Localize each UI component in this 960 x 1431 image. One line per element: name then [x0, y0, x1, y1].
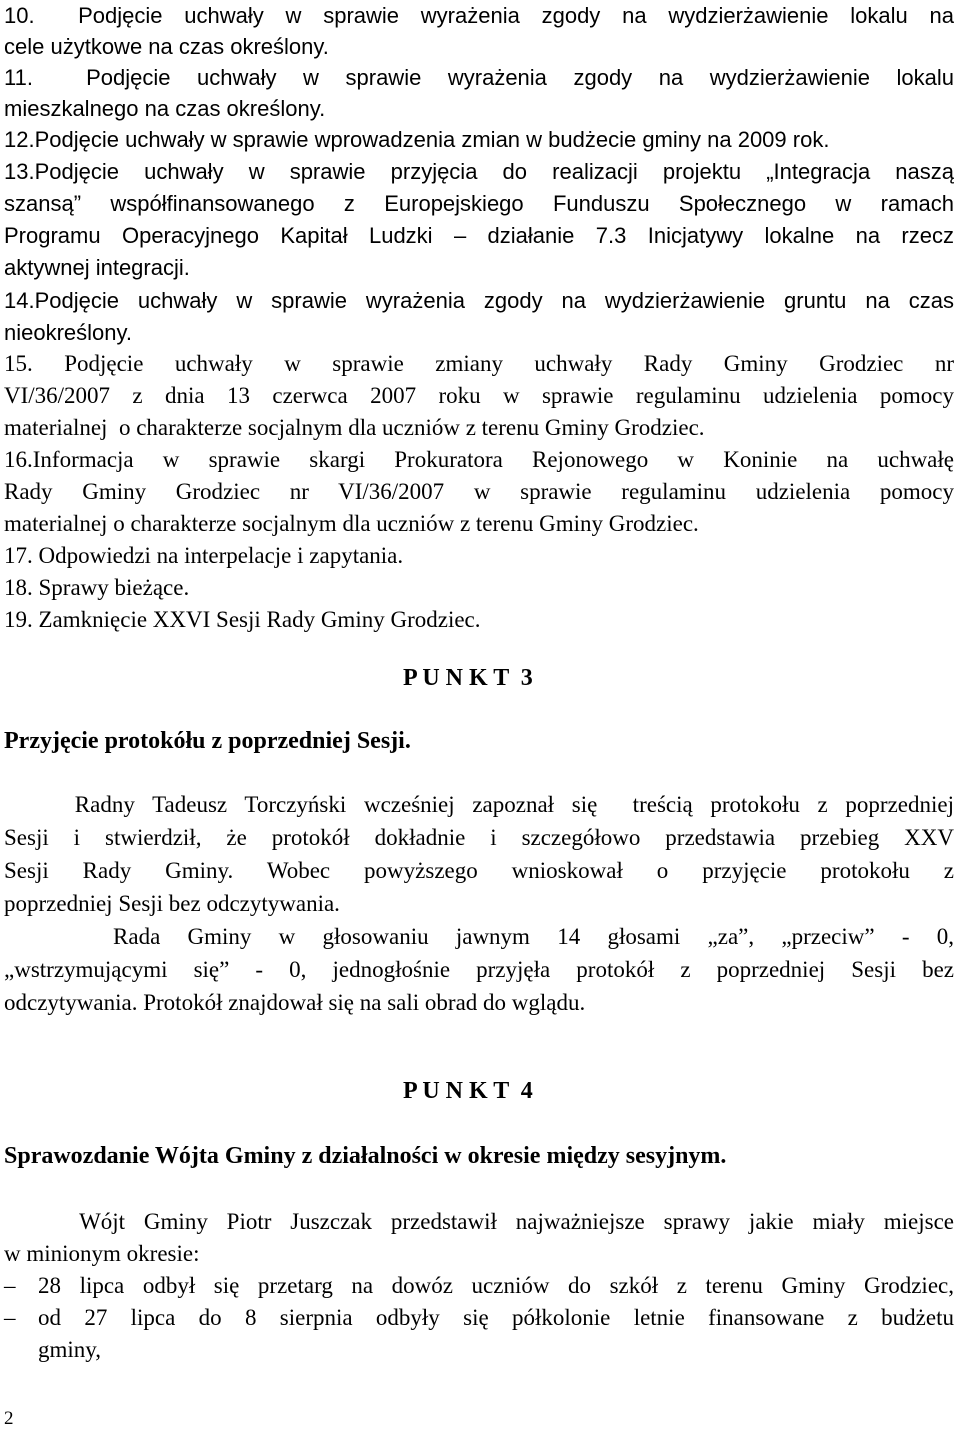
agenda-item-11-line-2: mieszkalnego na czas określony. [4, 96, 326, 121]
paragraph-line: Rada Gminy w głosowaniu jawnym 14 głosami „za”, „przeciw” - 0, [4, 924, 954, 949]
agenda-item-17: 17. Odpowiedzi na interpelacje i zapytania. [4, 543, 404, 568]
agenda-item-14-line-2: nieokreślony. [4, 320, 132, 345]
section-title: Sprawozdanie Wójta Gminy z działalności w okresie między sesyjnym. [4, 1143, 727, 1169]
dash-bullet-icon: – [4, 1273, 16, 1298]
agenda-item-14-line-1: 14.Podjęcie uchwały w sprawie wyrażenia zgody na wydzierżawienie gruntu na czas [4, 288, 954, 313]
agenda-item-12-line-1: 12.Podjęcie uchwały w sprawie wprowadzenia zmian w budżecie gminy na 2009 rok. [4, 127, 830, 152]
agenda-item-13-line-1: 13.Podjęcie uchwały w sprawie przyjęcia do realizacji projektu „Integracja naszą [4, 159, 954, 184]
paragraph-line: Sesji Rady Gminy. Wobec powyższego wnioskował o przyjęcie protokołu z [4, 858, 954, 883]
section-title: Przyjęcie protokółu z poprzedniej Sesji. [4, 728, 411, 754]
agenda-item-11-line-1: 11. Podjęcie uchwały w sprawie wyrażenia zgody na wydzierżawienie lokalu [4, 65, 954, 90]
paragraph-line: Radny Tadeusz Torczyński wcześniej zapoznał się treścią protokołu z poprzedniej [4, 792, 954, 817]
agenda-item-13-line-4: aktywnej integracji. [4, 255, 190, 280]
agenda-item-16-line-3: materialnej o charakterze socjalnym dla uczniów z terenu Gminy Grodziec. [4, 511, 699, 536]
paragraph-line: w minionym okresie: [4, 1241, 200, 1266]
agenda-item-15-line-1: 15. Podjęcie uchwały w sprawie zmiany uchwały Rady Gminy Grodziec nr [4, 351, 954, 376]
agenda-item-16-line-1: 16.Informacja w sprawie skargi Prokuratora Rejonowego w Koninie na uchwałę [4, 447, 954, 472]
paragraph-line: odczytywania. Protokół znajdował się na sali obrad do wglądu. [4, 990, 586, 1015]
bullet-text: od 27 lipca do 8 sierpnia odbyły się półkolonie letnie finansowane z budżetu [38, 1305, 954, 1330]
agenda-item-19: 19. Zamknięcie XXVI Sesji Rady Gminy Grodziec. [4, 607, 481, 632]
section-label: P U N K T 3 [403, 665, 533, 691]
paragraph-line: Wójt Gminy Piotr Juszczak przedstawił najważniejsze sprawy jakie miały miejsce [4, 1209, 954, 1234]
agenda-item-13-line-3: Programu Operacyjnego Kapitał Ludzki – działanie 7.3 Inicjatywy lokalne na rzecz [4, 223, 954, 248]
dash-bullet-icon: – [4, 1305, 16, 1330]
paragraph-line: „wstrzymującymi się” - 0, jednogłośnie przyjęła protokół z poprzedniej Sesji bez [4, 957, 954, 982]
agenda-item-18: 18. Sprawy bieżące. [4, 575, 190, 600]
agenda-item-10-line-1: 10. Podjęcie uchwały w sprawie wyrażenia zgody na wydzierżawienie lokalu na [4, 3, 954, 28]
agenda-item-10-line-2: cele użytkowe na czas określony. [4, 34, 329, 59]
page-number: 2 [4, 1408, 14, 1429]
paragraph-line: Sesji i stwierdził, że protokół dokładnie i szczegółowo przedstawia przebieg XXV [4, 825, 954, 850]
agenda-item-13-line-2: szansą” współfinansowanego z Europejskiego Funduszu Społecznego w ramach [4, 191, 954, 216]
bullet-text: 28 lipca odbył się przetarg na dowóz uczniów do szkół z terenu Gminy Grodziec, [38, 1273, 954, 1298]
section-label: P U N K T 4 [403, 1078, 533, 1104]
agenda-item-15-line-2: VI/36/2007 z dnia 13 czerwca 2007 roku w sprawie regulaminu udzielenia pomocy [4, 383, 954, 408]
agenda-item-15-line-3: materialnej o charakterze socjalnym dla uczniów z terenu Gminy Grodziec. [4, 415, 705, 440]
paragraph-line: poprzedniej Sesji bez odczytywania. [4, 891, 340, 916]
bullet-text: gminy, [38, 1337, 102, 1362]
agenda-item-16-line-2: Rady Gminy Grodziec nr VI/36/2007 w sprawie regulaminu udzielenia pomocy [4, 479, 954, 504]
